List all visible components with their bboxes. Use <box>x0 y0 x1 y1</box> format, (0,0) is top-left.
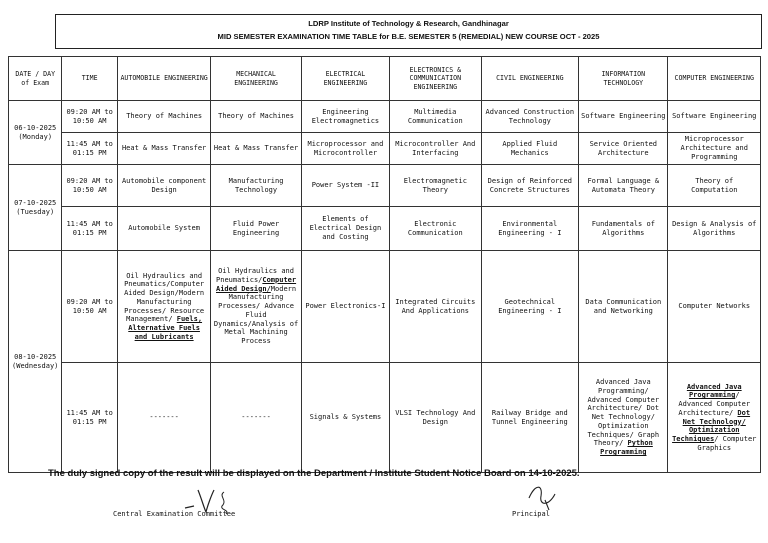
subject-cell: Power System -II <box>301 165 389 207</box>
subject-cell: Railway Bridge and Tunnel Engineering <box>481 363 579 473</box>
subject-cell: Computer Networks <box>668 251 761 363</box>
table-row <box>9 133 761 165</box>
right-signatory: Principal <box>512 510 550 518</box>
subject-cell: Microprocessor and Microcontroller <box>301 133 389 165</box>
col-ec-header: ELECTRONICS & COMMUNICATION ENGINEERING <box>390 57 481 101</box>
subject-cell: Software Engineering <box>579 101 668 133</box>
col-time-header: TIME <box>62 57 117 101</box>
subject-text-underlined: Advanced Java Programming <box>686 382 742 400</box>
col-auto-header: AUTOMOBILE ENGINEERING <box>117 57 210 101</box>
subject-cell: Automobile component Design <box>117 165 210 207</box>
table-row <box>9 251 761 363</box>
subject-text-underlined: Optimization Techniques <box>672 426 740 443</box>
exam-date: 07-10-2025 <box>14 198 57 207</box>
subject-cell: Automobile System <box>117 207 210 251</box>
subject-cell: Applied Fluid Mechanics <box>481 133 579 165</box>
exam-date: 06-10-2025 <box>14 123 57 132</box>
subject-cell: Geotechnical Engineering - I <box>481 251 579 363</box>
subject-cell: Elements of Electrical Design and Costing <box>301 207 389 251</box>
subject-cell: ------- <box>117 363 210 473</box>
exam-title: MID SEMESTER EXAMINATION TIME TABLE for B.E. SEMESTER 5 (REMEDIAL) NEW COURSE OCT - 2025 <box>217 32 600 41</box>
col-elec-header: ELECTRICAL ENGINEERING <box>301 57 389 101</box>
date-cell <box>9 251 62 473</box>
subject-cell: Engineering Electromagnetics <box>301 101 389 133</box>
col-ce-header: COMPUTER ENGINEERING <box>668 57 761 101</box>
subject-cell: Multimedia Communication <box>390 101 481 133</box>
subject-cell: Signals & Systems <box>301 363 389 473</box>
subject-cell: Integrated Circuits And Applications <box>390 251 481 363</box>
left-signatory: Central Examination Committee <box>113 510 236 518</box>
subject-cell: Microprocessor Architecture and Programming <box>668 133 761 165</box>
subject-cell <box>117 251 210 363</box>
subject-cell: Formal Language & Automata Theory <box>579 165 668 207</box>
subject-cell: Electronic Communication <box>390 207 481 251</box>
subject-cell: Data Communication and Networking <box>579 251 668 363</box>
subject-cell: Theory of Machines <box>211 101 301 133</box>
time-cell: 11:45 AM to 01:15 PM <box>62 363 117 473</box>
subject-cell <box>211 251 301 363</box>
subject-cell: Electromagnetic Theory <box>390 165 481 207</box>
table-row <box>9 207 761 251</box>
time-cell: 11:45 AM to 01:15 PM <box>62 207 117 251</box>
subject-text-underlined: Computer Aided Design/ <box>216 275 297 293</box>
subject-cell: Advanced Construction Technology <box>481 101 579 133</box>
col-date-header: DATE / DAY of Exam <box>9 57 62 101</box>
subject-text-underlined: Fuels, Alternative Fuels and Lubricants <box>128 315 203 341</box>
institute-name: LDRP Institute of Technology & Research, Gandhinagar <box>308 19 509 28</box>
subject-cell: Heat & Mass Transfer <box>117 133 210 165</box>
subject-cell: Software Engineering <box>668 101 761 133</box>
subject-text: / Computer Graphics <box>697 435 757 452</box>
time-cell: 09:20 AM to 10:50 AM <box>62 101 117 133</box>
time-cell: 09:20 AM to 10:50 AM <box>62 251 117 363</box>
table-row <box>9 101 761 133</box>
subject-cell: Design & Analysis of Algorithms <box>668 207 761 251</box>
exam-date: 08-10-2025 <box>14 352 57 361</box>
exam-day: (Monday) <box>18 132 53 141</box>
time-cell: 11:45 AM to 01:15 PM <box>62 133 117 165</box>
subject-cell <box>579 363 668 473</box>
time-cell: 09:20 AM to 10:50 AM <box>62 165 117 207</box>
subject-cell: Microcontroller And Interfacing <box>390 133 481 165</box>
date-cell <box>9 101 62 165</box>
timetable <box>8 56 761 473</box>
subject-text-underlined: Dot Net Technology/ <box>682 408 751 426</box>
col-civil-header: CIVIL ENGINEERING <box>481 57 579 101</box>
subject-text: Oil Hydraulics and Pneumatics/ <box>216 267 294 284</box>
subject-cell: Fundamentals of Algorithms <box>579 207 668 251</box>
subject-cell: Manufacturing Technology <box>211 165 301 207</box>
notice-text: The duly signed copy of the result will be displayed on the Department / Institute Student Notice Board on 14-10-2025. <box>48 468 580 479</box>
subject-cell <box>668 363 761 473</box>
table-row <box>9 165 761 207</box>
subject-cell: Power Electronics-I <box>301 251 389 363</box>
subject-text: / Advanced Computer Architecture/ <box>678 391 751 417</box>
subject-text: Modern Manufacturing Processes/ Advance Fluid Dynamics/Analysis of Metal Machining Process <box>213 284 299 346</box>
subject-text-underlined: Python Programming <box>600 439 653 457</box>
table-row <box>9 363 761 473</box>
subject-cell: Service Oriented Architecture <box>579 133 668 165</box>
subject-cell: Heat & Mass Transfer <box>211 133 301 165</box>
header-row <box>9 57 761 101</box>
date-cell <box>9 165 62 251</box>
subject-cell: Design of Reinforced Concrete Structures <box>481 165 579 207</box>
exam-day: (Tuesday) <box>16 207 55 216</box>
signature-right <box>525 480 565 512</box>
timetable-header <box>55 14 762 49</box>
subject-cell: Fluid Power Engineering <box>211 207 301 251</box>
col-mech-header: MECHANICAL ENGINEERING <box>211 57 301 101</box>
subject-cell: Theory of Computation <box>668 165 761 207</box>
subject-text: Advanced Java Programming/ Advanced Computer Architecture/ Dot Net Technology/ Optimization Techniques/ Graph Theory/ <box>587 378 660 448</box>
col-it-header: INFORMATION TECHNOLOGY <box>579 57 668 101</box>
subject-cell: Environmental Engineering - I <box>481 207 579 251</box>
subject-cell: VLSI Technology And Design <box>390 363 481 473</box>
exam-day: (Wednesday) <box>12 361 59 370</box>
subject-text: Oil Hydraulics and Pneumatics/Computer Aided Design/Modern Manufacturing Processes/ Resource Management/ <box>124 271 205 324</box>
subject-cell: ------- <box>211 363 301 473</box>
subject-cell: Theory of Machines <box>117 101 210 133</box>
